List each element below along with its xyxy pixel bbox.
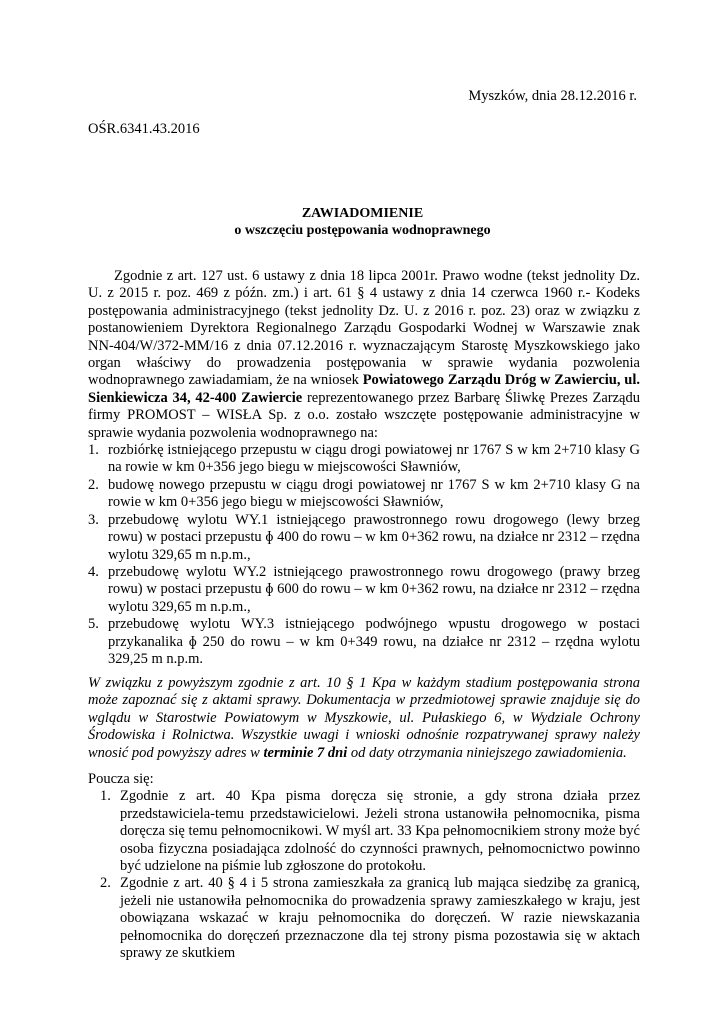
document-title [88, 205, 637, 239]
case-reference: OŚR.6341.43.2016 [88, 121, 200, 137]
list-item [88, 875, 640, 962]
intro-text-continued: reprezentowanego przez Barbarę Śliwkę Prezes Zarządu firmy PROMOST – WISŁA Sp. z o.o. zostało wszczęte postępowanie administracyjne w sprawie wydania pozwolenia wodnoprawnego na: [88, 389, 640, 441]
intro-paragraph [88, 268, 640, 442]
list-item-number: 2. [100, 875, 111, 892]
list-item [88, 564, 640, 616]
list-item-text: rozbiórkę istniejącego przepustu w ciągu drogi powiatowej nr 1767 S w km 2+710 klasy G na rowie w km 0+356 jego biegu w miejscowości Sławniów, [108, 442, 640, 476]
instructions-section [88, 771, 640, 962]
deadline: terminie 7 dni [263, 744, 348, 761]
list-item [88, 442, 640, 477]
list-item [88, 788, 640, 875]
list-item-text: budowę nowego przepustu w ciągu drogi powiatowej nr 1767 S w km 2+710 klasy G na rowie w km 0+356 jego biegu w miejscowości Sławniów, [108, 476, 640, 511]
list-item [88, 616, 640, 668]
list-item-number: 1. [100, 788, 111, 805]
list-item-number: 1. [88, 442, 99, 459]
place-date: Myszków, dnia 28.12.2016 r. [468, 88, 637, 104]
notice-text-end: od daty otrzymania niniejszego zawiadomienia. [347, 744, 627, 761]
applicant-name: Powiatowego Zarządu Dróg w Zawierciu, ul. Sienkiewicza 34, 42-400 Zawiercie [88, 372, 640, 406]
instructions-heading: Poucza się: [88, 771, 154, 787]
title-main: ZAWIADOMIENIE [301, 206, 424, 221]
list-item [88, 512, 640, 564]
list-item [88, 477, 640, 512]
notice-text: W związku z powyższym zgodnie z art. 10 § 1 Kpa w każdym stadium postępowania strona może zapoznać się z aktami sprawy. Dokumentacja w przedmiotowej sprawie znajduje się do wglądu w Starostwie Powiatowym w Myszkowie, ul. Pułaskiego 6, w Wydziale Ochrony Środowiska i Rolnictwa. Wszystkie uwagi i wnioski odnośnie rozpatrywanej sprawy należy wnosić pod powyższy adres w [88, 675, 640, 761]
list-item-number: 3. [88, 511, 99, 528]
access-notice-paragraph [88, 675, 640, 762]
list-item-text: przebudowę wylotu WY.1 istniejącego prawostronnego rowu drogowego (lewy brzeg rowu) w postaci przepustu ɸ 400 do rowu – w km 0+362 rowu, na działce nr 2312 – rzędna wylotu 329,65 m n.p.m., [108, 511, 640, 563]
list-item-text: przebudowę wylotu WY.2 istniejącego prawostronnego rowu drogowego (prawy brzeg rowu) w postaci przepustu ɸ 600 do rowu – w km 0+362 rowu, na działce nr 2312 – rzędna wylotu 329,65 m n.p.m., [108, 563, 640, 615]
scope-list [88, 442, 640, 668]
title-subtitle: o wszczęciu postępowania wodnoprawnego [234, 223, 491, 238]
list-item-text: przebudowę wylotu WY.3 istniejącego podwójnego wpustu drogowego w postaci przykanalika ɸ 250 do rowu – w km 0+349 rowu, na działce nr 2312 – rzędna wylotu 329,25 m n.p.m. [108, 616, 640, 667]
list-item-number: 4. [88, 563, 99, 580]
list-item-number: 2. [88, 476, 99, 493]
list-item-number: 5. [88, 616, 99, 633]
list-item-text: Zgodnie z art. 40 § 4 i 5 strona zamieszkała za granicą lub mająca siedzibę za granicą, jeżeli nie ustanowiła pełnomocnika do prowadzenia sprawy zamieszkałego w kraju, jest obowiązana wskazać w kraju pełnomocnika do doręczeń. W razie niewskazania pełnomocnika do doręczeń przeznaczone dla tej strony pisma pozostawia się w aktach sprawy ze skutkiem [120, 875, 640, 962]
intro-text: Zgodnie z art. 127 ust. 6 ustawy z dnia 18 lipca 2001r. Prawo wodne (tekst jednolity Dz. U. z 2015 r. poz. 469 z późn. zm.) i art. 61 § 4 ustawy z dnia 14 czerwca 1960 r.- Kodeks postępowania administracyjnego (tekst jednolity Dz. U. z 2016 r. poz. 23) oraz w związku z postanowieniem Dyrektora Regionalnego Zarządu Gospodarki Wodnej w Warszawie znak NN-404/W/372-MM/16 z dnia 07.12.2016 r. wyznaczającym Starostę Myszkowskiego jako organ właściwy do prowadzenia postępowania w sprawie wydania pozwolenia wodnoprawnego zawiadamiam, że na wniosek [88, 268, 640, 389]
access-notice [88, 675, 640, 762]
list-item-text: Zgodnie z art. 40 Kpa pisma doręcza się stronie, a gdy strona działa przez przedstawiciela-temu przedstawicielowi. Jeżeli strona ustanowiła pełnomocnika, pisma doręcza się temu pełnomocnikowi. W myśl art. 33 Kpa pełnomocnikiem strony może być osoba fizyczna posiadająca zdolność do czynności prawnych, pełnomocnictwo powinno być udzielone na piśmie lub zgłoszone do protokołu. [120, 788, 640, 875]
instructions-list [88, 788, 640, 962]
notification-body [88, 268, 640, 668]
